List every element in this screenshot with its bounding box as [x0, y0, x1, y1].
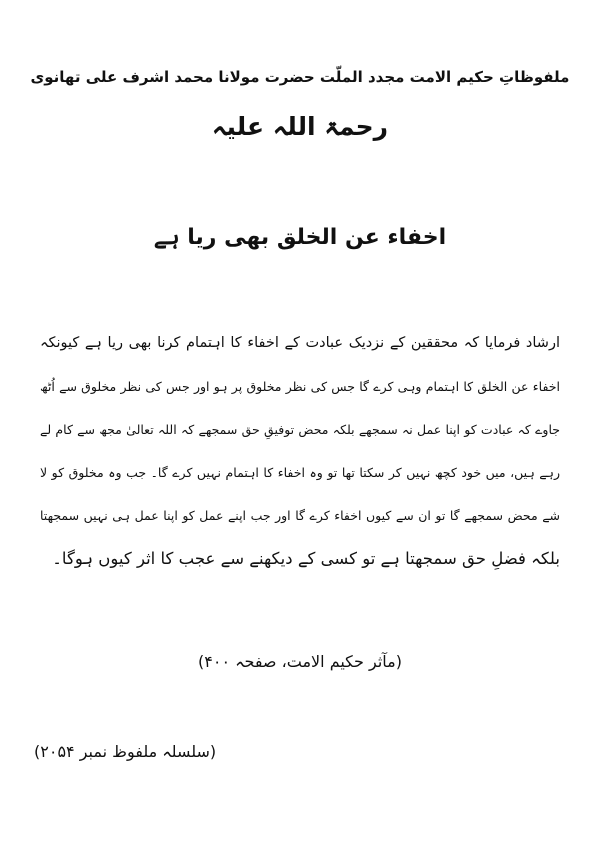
section-heading: اخفاء عن الخلق بھی ریا ہے: [153, 225, 447, 250]
body-line: جاوے کہ عبادت کو اپنا عمل نہ سمجھے بلکہ محض توفیقِ حق سمجھے کہ اللہ تعالیٰ مجھ سے کام لے: [40, 422, 560, 437]
body-line: ارشاد فرمایا کہ محققین کے نزدیک عبادت کے اخفاء کا اہتمام کرنا بھی ریا ہے کیونکہ: [40, 335, 560, 351]
document-title-line-1: ملفوظاتِ حکیم الامت مجدد الملّت حضرت مولانا محمد اشرف علی تھانوی: [30, 68, 570, 86]
body-line: اخفاء عن الخلق کا اہتمام وہی کرے گا جس کی نظر مخلوق پر ہو اور جس کی نظر مخلوق سے اُٹھ: [40, 379, 560, 394]
body-line: بلکہ فضلِ حق سمجھتا ہے تو کسی کے دیکھنے سے عجب کا اثر کیوں ہوگا۔: [52, 549, 560, 568]
source-reference: (مآثر حکیم الامت، صفحہ ۴۰۰): [198, 652, 402, 671]
body-line: شے محض سمجھے گا تو ان سے کیوں اخفاء کرے گا اور جب اپنے عمل کو اپنا عمل ہی نہیں سمجھتا: [40, 508, 560, 523]
series-number: (سلسلہ ملفوظ نمبر ۲۰۵۴): [34, 742, 217, 761]
document-title-line-2: رحمۃ اللہ علیہ: [211, 112, 389, 141]
body-line: رہے ہیں، میں خود کچھ نہیں کر سکتا تھا تو وہ اخفاء کا اہتمام نہیں کرے گا۔ جب وہ مخلوق کو لا: [40, 465, 560, 480]
body-paragraph: [40, 322, 560, 580]
